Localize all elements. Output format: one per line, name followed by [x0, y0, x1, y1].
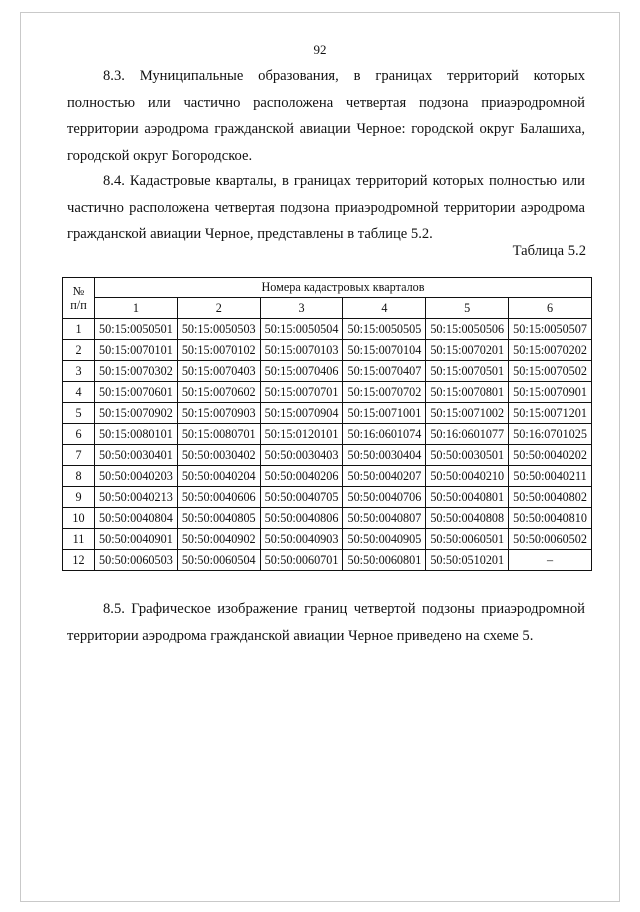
cadastral-number-cell: 50:50:0030402 — [177, 445, 260, 466]
cadastral-number-cell: 50:15:0080701 — [177, 424, 260, 445]
paragraph-8-3 — [67, 63, 585, 169]
column-header: 5 — [426, 298, 509, 319]
cadastral-number-cell: 50:50:0030501 — [426, 445, 509, 466]
cadastral-number-cell: 50:15:0070702 — [343, 382, 426, 403]
cadastral-number-cell: 50:50:0040705 — [260, 487, 343, 508]
row-number-cell: 6 — [63, 424, 95, 445]
row-number-cell: 3 — [63, 361, 95, 382]
paragraph-8-4-text: 8.4. Кадастровые кварталы, в границах территорий которых полностью или частично расположена четвертая подзона приаэродромной территории аэродрома гражданской авиации Черное, представлены в таблице 5.2. — [67, 173, 585, 242]
cadastral-number-cell: 50:15:0050506 — [426, 319, 509, 340]
table-row — [63, 466, 592, 487]
cadastral-number-cell: 50:50:0030403 — [260, 445, 343, 466]
cadastral-number-cell: 50:50:0040807 — [343, 508, 426, 529]
cadastral-number-cell: 50:50:0040204 — [177, 466, 260, 487]
cadastral-number-cell: 50:16:0601077 — [426, 424, 509, 445]
table-row — [63, 550, 592, 571]
cadastral-number-cell: 50:15:0070104 — [343, 340, 426, 361]
cadastral-number-cell: 50:50:0030404 — [343, 445, 426, 466]
row-number-cell: 11 — [63, 529, 95, 550]
cadastral-number-cell: 50:50:0040202 — [509, 445, 592, 466]
paragraph-8-4 — [67, 168, 585, 248]
column-header: 6 — [509, 298, 592, 319]
cadastral-number-cell: 50:15:0070407 — [343, 361, 426, 382]
table-row — [63, 487, 592, 508]
table-row — [63, 319, 592, 340]
cadastral-number-cell: 50:50:0040905 — [343, 529, 426, 550]
table-row — [63, 508, 592, 529]
cadastral-number-cell: 50:50:0040802 — [509, 487, 592, 508]
cadastral-number-cell: – — [509, 550, 592, 571]
row-number-cell: 12 — [63, 550, 95, 571]
cadastral-number-cell: 50:50:0040805 — [177, 508, 260, 529]
paragraph-8-5-text: 8.5. Графическое изображение границ четвертой подзоны приаэродромной территории аэродрома гражданской авиации Черное приведено на схеме 5. — [67, 601, 585, 644]
table-row — [63, 424, 592, 445]
cadastral-number-cell: 50:50:0040210 — [426, 466, 509, 487]
cadastral-number-cell: 50:50:0060701 — [260, 550, 343, 571]
cadastral-number-cell: 50:15:0070302 — [95, 361, 178, 382]
cadastral-number-cell: 50:50:0060503 — [95, 550, 178, 571]
cadastral-number-cell: 50:15:0071201 — [509, 403, 592, 424]
paragraph-8-5 — [67, 596, 585, 649]
column-header: 3 — [260, 298, 343, 319]
table-body — [63, 319, 592, 571]
table-row — [63, 529, 592, 550]
cadastral-number-cell: 50:50:0040606 — [177, 487, 260, 508]
cadastral-number-cell: 50:15:0071002 — [426, 403, 509, 424]
paragraph-8-3-text: 8.3. Муниципальные образования, в границах территорий которых полностью или частично расположена четвертая подзона приаэродромной территории аэродрома гражданской авиации Черное: городской округ Балашиха, городской округ Богородское. — [67, 68, 585, 164]
cadastral-numbers-header: Номера кадастровых кварталов — [95, 278, 592, 298]
cadastral-number-cell: 50:15:0070901 — [509, 382, 592, 403]
cadastral-number-cell: 50:50:0510201 — [426, 550, 509, 571]
cadastral-number-cell: 50:50:0060502 — [509, 529, 592, 550]
cadastral-number-cell: 50:15:0120101 — [260, 424, 343, 445]
cadastral-number-cell: 50:15:0070801 — [426, 382, 509, 403]
cadastral-number-cell: 50:50:0040801 — [426, 487, 509, 508]
table-row — [63, 445, 592, 466]
column-number-row — [63, 298, 592, 319]
table-row — [63, 403, 592, 424]
cadastral-number-cell: 50:15:0070201 — [426, 340, 509, 361]
cadastral-number-cell: 50:50:0040706 — [343, 487, 426, 508]
cadastral-number-cell: 50:15:0070903 — [177, 403, 260, 424]
cadastral-quarters-table — [62, 277, 592, 571]
cadastral-number-cell: 50:15:0070601 — [95, 382, 178, 403]
cadastral-number-cell: 50:50:0040213 — [95, 487, 178, 508]
table-caption: Таблица 5.2 — [512, 243, 586, 259]
column-header: 2 — [177, 298, 260, 319]
row-number-cell: 4 — [63, 382, 95, 403]
cadastral-number-cell: 50:15:0070904 — [260, 403, 343, 424]
cadastral-number-cell: 50:50:0040804 — [95, 508, 178, 529]
cadastral-number-cell: 50:15:0050504 — [260, 319, 343, 340]
cadastral-number-cell: 50:50:0040903 — [260, 529, 343, 550]
cadastral-number-cell: 50:50:0040203 — [95, 466, 178, 487]
page-number: 92 — [313, 42, 327, 57]
row-number-cell: 8 — [63, 466, 95, 487]
cadastral-number-cell: 50:50:0060801 — [343, 550, 426, 571]
cadastral-number-cell: 50:15:0070602 — [177, 382, 260, 403]
column-header: 1 — [95, 298, 178, 319]
cadastral-number-cell: 50:15:0070902 — [95, 403, 178, 424]
cadastral-number-cell: 50:15:0050505 — [343, 319, 426, 340]
table-row — [63, 382, 592, 403]
cadastral-number-cell: 50:15:0070701 — [260, 382, 343, 403]
row-number-cell: 10 — [63, 508, 95, 529]
row-number-cell: 1 — [63, 319, 95, 340]
cadastral-number-cell: 50:16:0601074 — [343, 424, 426, 445]
cadastral-number-cell: 50:50:0040902 — [177, 529, 260, 550]
cadastral-number-cell: 50:50:0040808 — [426, 508, 509, 529]
column-header: 4 — [343, 298, 426, 319]
cadastral-number-cell: 50:15:0050503 — [177, 319, 260, 340]
row-number-header-line2: п/п — [70, 298, 87, 312]
row-number-header — [63, 278, 95, 319]
cadastral-number-cell: 50:15:0080101 — [95, 424, 178, 445]
row-number-cell: 5 — [63, 403, 95, 424]
cadastral-number-cell: 50:50:0040806 — [260, 508, 343, 529]
cadastral-number-cell: 50:50:0040207 — [343, 466, 426, 487]
cadastral-number-cell: 50:15:0070403 — [177, 361, 260, 382]
cadastral-number-cell: 50:50:0040206 — [260, 466, 343, 487]
cadastral-number-cell: 50:15:0050507 — [509, 319, 592, 340]
table-row — [63, 361, 592, 382]
cadastral-number-cell: 50:50:0040810 — [509, 508, 592, 529]
cadastral-number-cell: 50:15:0070102 — [177, 340, 260, 361]
cadastral-number-cell: 50:15:0071001 — [343, 403, 426, 424]
cadastral-number-cell: 50:16:0701025 — [509, 424, 592, 445]
row-number-cell: 9 — [63, 487, 95, 508]
cadastral-number-cell: 50:50:0040901 — [95, 529, 178, 550]
cadastral-number-cell: 50:50:0060504 — [177, 550, 260, 571]
cadastral-number-cell: 50:15:0070103 — [260, 340, 343, 361]
cadastral-number-cell: 50:50:0040211 — [509, 466, 592, 487]
row-number-cell: 7 — [63, 445, 95, 466]
cadastral-number-cell: 50:15:0070502 — [509, 361, 592, 382]
cadastral-number-cell: 50:15:0070202 — [509, 340, 592, 361]
row-number-header-line1: № — [72, 284, 85, 298]
cadastral-number-cell: 50:50:0030401 — [95, 445, 178, 466]
cadastral-number-cell: 50:15:0050501 — [95, 319, 178, 340]
table-row — [63, 340, 592, 361]
cadastral-number-cell: 50:50:0060501 — [426, 529, 509, 550]
cadastral-number-cell: 50:15:0070406 — [260, 361, 343, 382]
cadastral-number-cell: 50:15:0070101 — [95, 340, 178, 361]
row-number-cell: 2 — [63, 340, 95, 361]
cadastral-number-cell: 50:15:0070501 — [426, 361, 509, 382]
